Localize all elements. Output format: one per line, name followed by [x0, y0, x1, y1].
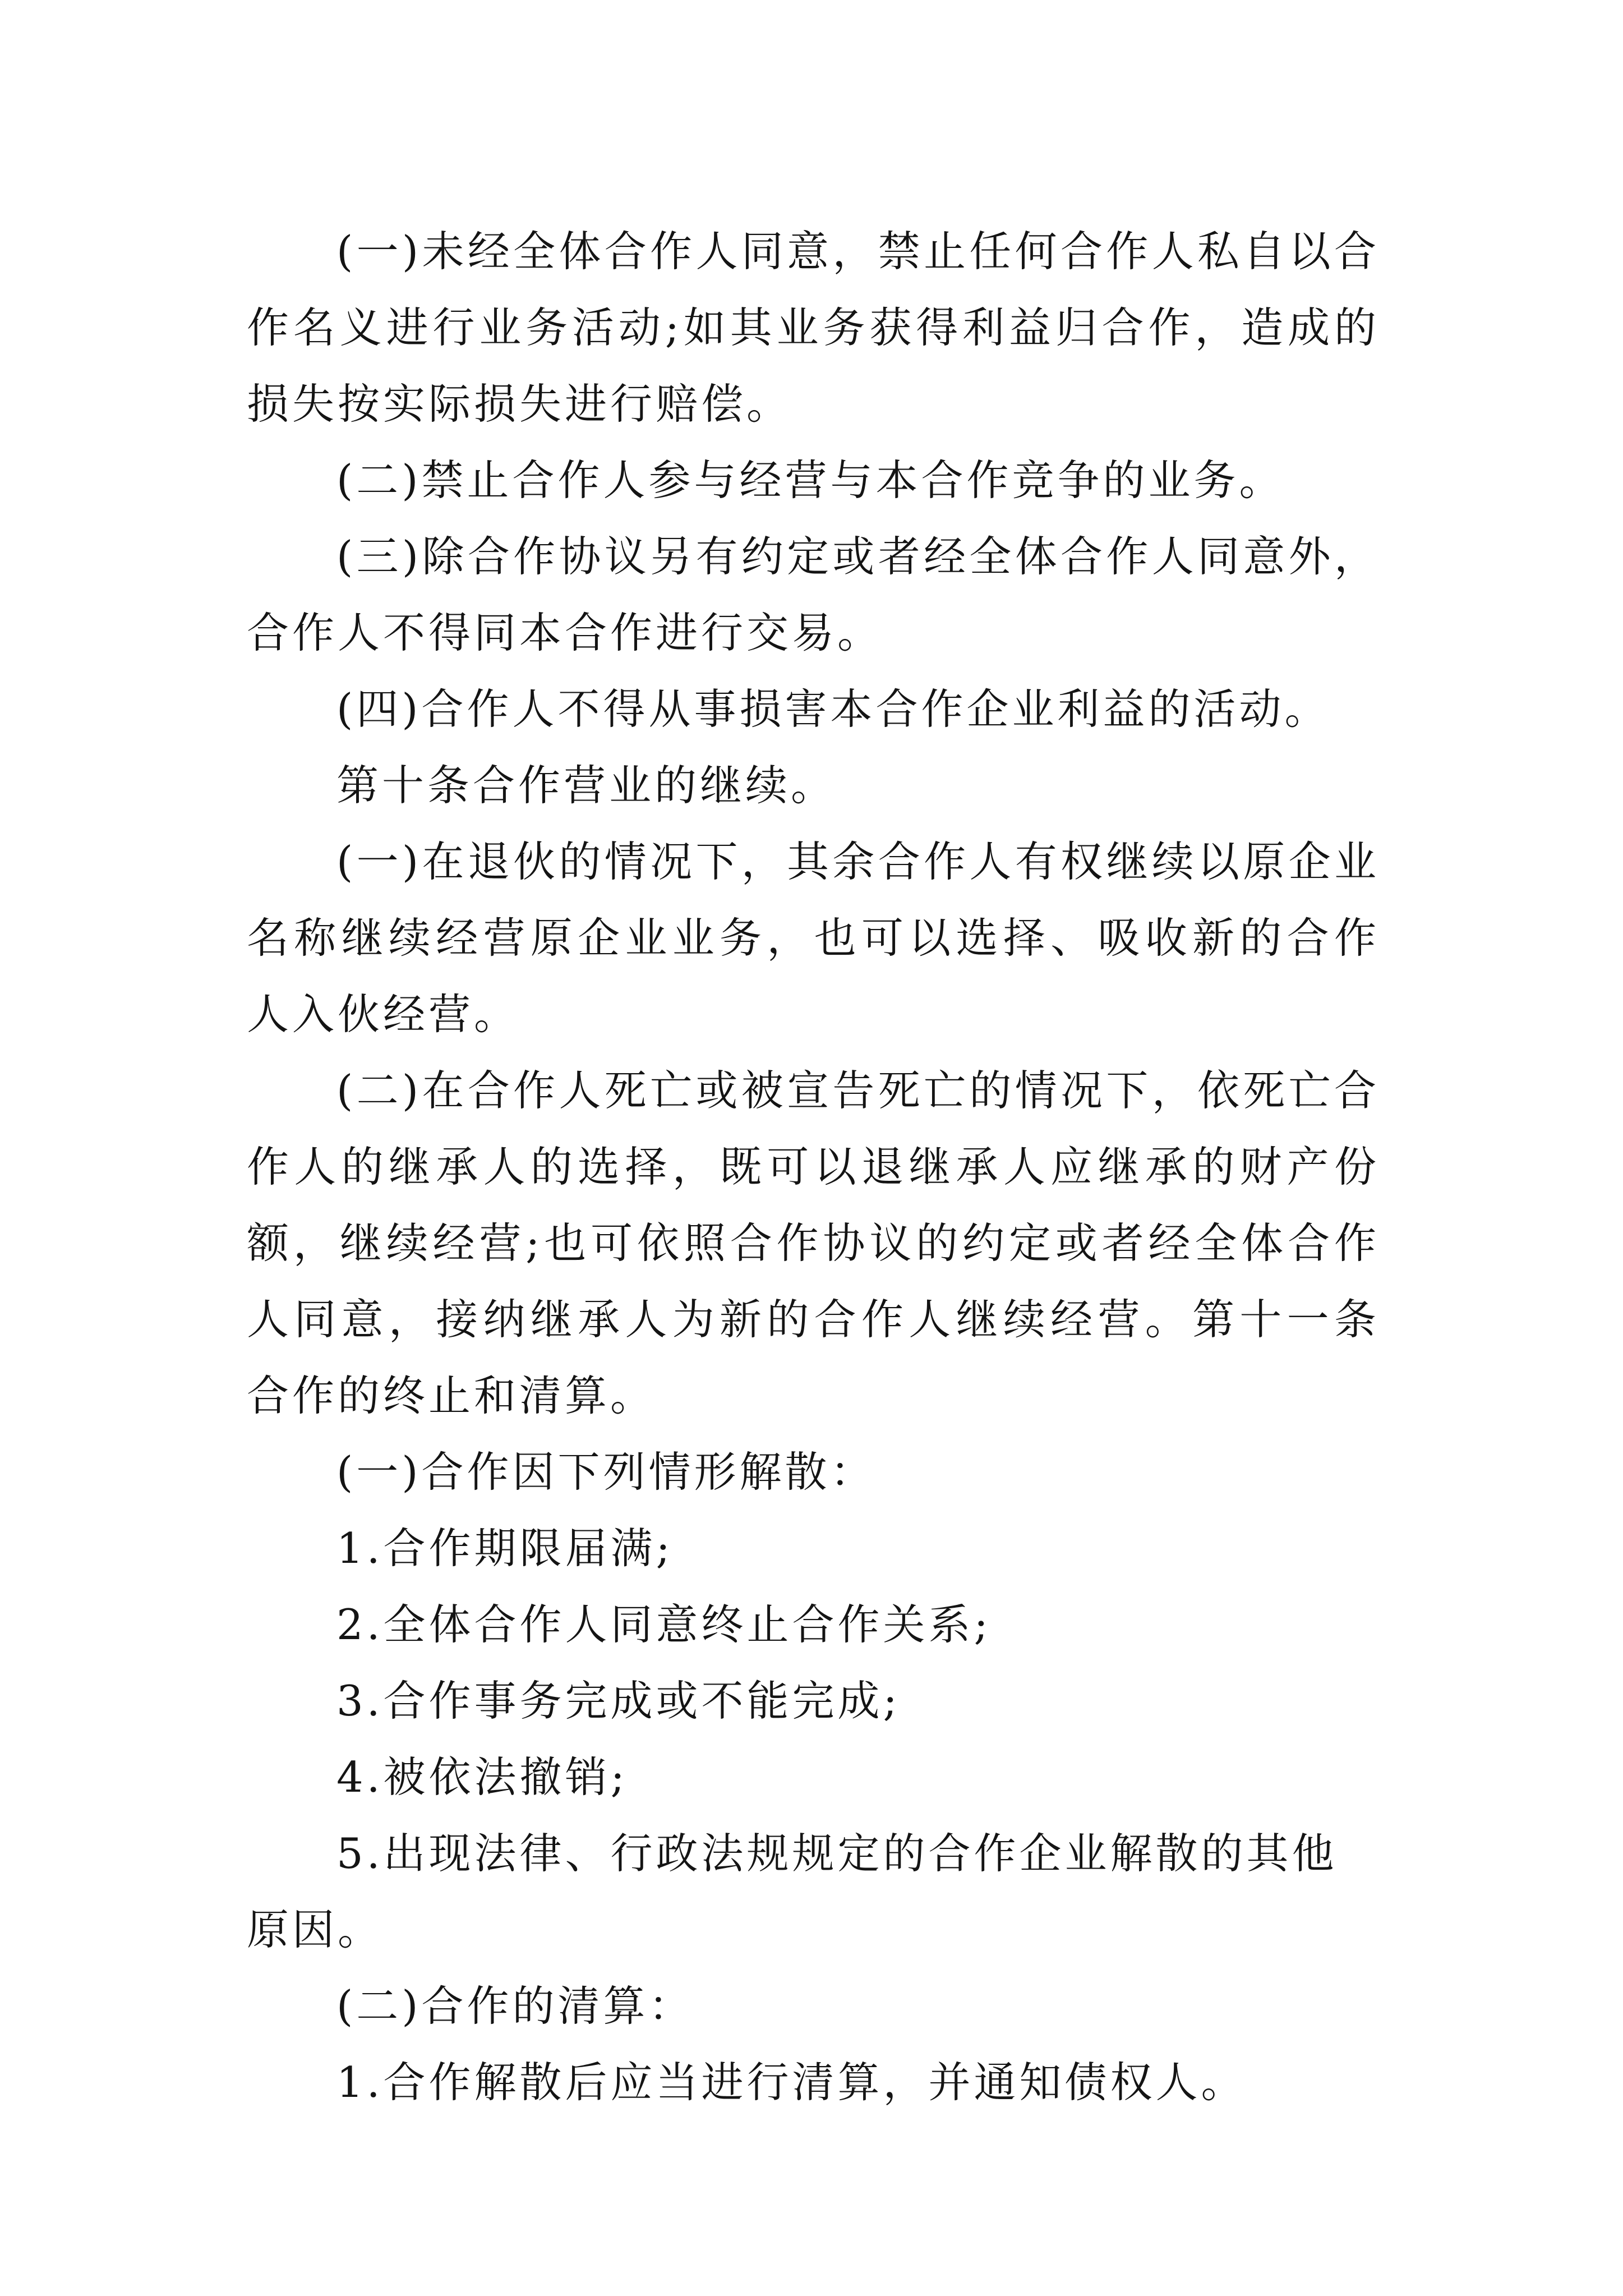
list-item-dissolution-2: 2.全体合作人同意终止合作关系;	[336, 1600, 992, 1649]
document-body	[247, 213, 1380, 2120]
list-item-dissolution-3: 3.合作事务完成或不能完成;	[336, 1676, 901, 1726]
list-item-dissolution-1: 1.合作期限届满;	[336, 1524, 674, 1573]
paragraph-death-succession: (二)在合作人死亡或被宣告死亡的情况下，依死亡合作人的继承人的选择，既可以退继承人应继承的财产份额，继续经营;也可依照合作协议的约定或者经全体合作人同意，接纳继承人为新的合作人继续经营。第十一条合作的终止和清算。	[247, 1066, 1380, 1420]
paragraph-clause-2: (二)禁止合作人参与经营与本合作竞争的业务。	[336, 455, 1285, 505]
paragraph-withdrawal: (一)在退伙的情况下，其余合作人有权继续以原企业名称继续经营原企业业务，也可以选择、吸收新的合作人入伙经营。	[247, 837, 1380, 1039]
paragraph-clause-3: (三)除合作协议另有约定或者经全体合作人同意外，合作人不得同本合作进行交易。	[247, 532, 1380, 657]
paragraph-clause-1: (一)未经全体合作人同意，禁止任何合作人私自以合作名义进行业务活动;如其业务获得利益归合作，造成的损失按实际损失进行赔偿。	[247, 227, 1380, 429]
article-10-heading: 第十条合作营业的继续。	[336, 761, 837, 810]
paragraph-dissolution-heading: (一)合作因下列情形解散：	[336, 1447, 876, 1497]
paragraph-clause-4: (四)合作人不得从事损害本合作企业利益的活动。	[336, 684, 1330, 734]
list-item-dissolution-5: 5.出现法律、行政法规规定的合作企业解散的其他原因。	[247, 1829, 1338, 1954]
paragraph-liquidation-heading: (二)合作的清算：	[336, 1981, 694, 2031]
list-item-liquidation-1: 1.合作解散后应当进行清算，并通知债权人。	[336, 2058, 1247, 2107]
list-item-dissolution-4: 4.被依法撤销;	[336, 1752, 628, 1802]
